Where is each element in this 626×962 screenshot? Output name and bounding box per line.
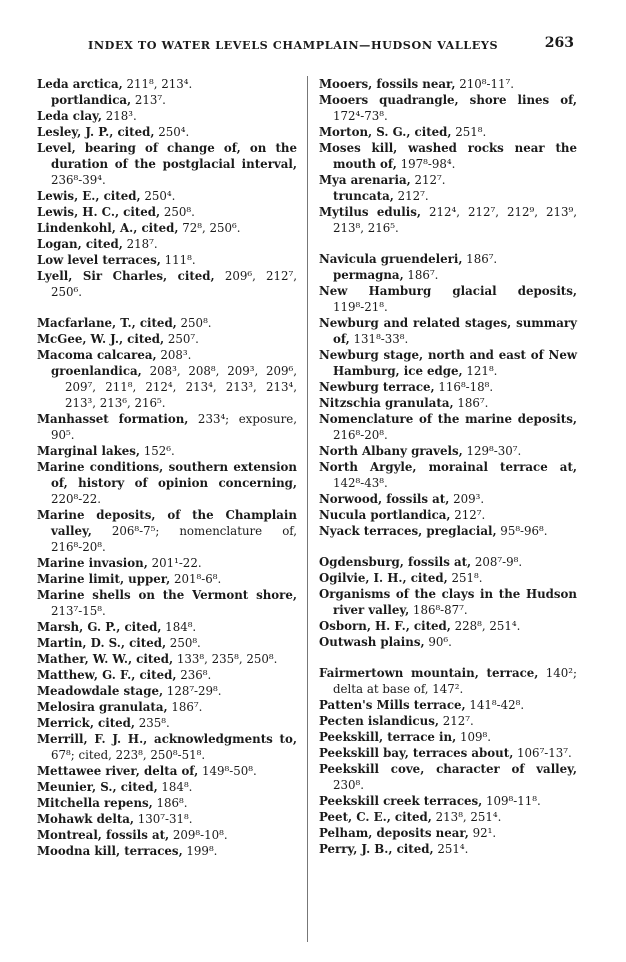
index-entry — [37, 268, 297, 300]
entry-references: 141⁸-42⁸. — [465, 698, 525, 712]
entry-references: 186⁷. — [167, 700, 203, 714]
entry-references: 233⁴; exposure, 90⁵. — [51, 412, 297, 442]
entry-heading: truncata, — [333, 189, 394, 203]
entry-references: 72⁸, 250⁶. — [178, 221, 241, 235]
entry-references: 152⁶. — [140, 444, 175, 458]
index-entry — [319, 697, 577, 713]
index-entry — [37, 315, 297, 331]
entry-references: 186⁷. — [453, 396, 489, 410]
entry-heading: Mytilus edulis, — [319, 205, 421, 219]
entry-references: 218⁷. — [122, 237, 158, 251]
entry-references: 201⁸-6⁸. — [170, 572, 222, 586]
entry-references: 140²; delta at base of, 147². — [333, 666, 577, 696]
entry-references: 197⁸-98⁴. — [396, 157, 456, 171]
entry-heading: Navicula gruendeleri, — [319, 252, 463, 266]
entry-heading: Nitzschia granulata, — [319, 396, 454, 410]
entry-references: 109⁸-11⁸. — [482, 794, 541, 808]
entry-references: 206⁸-7⁵; nomenclature of, 216⁸-20⁸. — [51, 524, 297, 554]
entry-heading: McGee, W. J., cited, — [37, 332, 165, 346]
index-entry — [319, 793, 577, 809]
entry-heading: Ogdensburg, fossils at, — [319, 555, 472, 569]
entry-references: 230⁸. — [333, 778, 364, 792]
entry-references: 216⁸-20⁸. — [333, 428, 388, 442]
entry-heading: Moodna kill, terraces, — [37, 844, 183, 858]
entry-heading: Low level terraces, — [37, 253, 161, 267]
entry-heading: New Hamburg glacial deposits, — [319, 284, 577, 298]
entry-references: 251⁸. — [447, 571, 483, 585]
entry-references: 250⁷. — [164, 332, 199, 346]
entry-heading: Organisms of the clays in the Hudson river valley, — [319, 587, 577, 617]
entry-references: 106⁷-13⁷. — [513, 746, 572, 760]
index-entry — [319, 745, 577, 761]
entry-heading: North Argyle, morainal terrace at, — [319, 460, 577, 474]
entry-heading: Macoma calcarea, — [37, 348, 157, 362]
index-entry — [319, 251, 577, 267]
index-entry — [37, 220, 297, 236]
entry-heading: permagna, — [333, 268, 404, 282]
entry-heading: Moses kill, washed rocks near the mouth of, — [319, 141, 577, 171]
entry-references: 172⁴-73⁸. — [333, 109, 388, 123]
entry-heading: North Albany gravels, — [319, 444, 463, 458]
index-entry — [37, 587, 297, 619]
entry-heading: Meunier, S., cited, — [37, 780, 158, 794]
entry-heading: Marine conditions, southern extension of, history of opinion concerning, — [37, 460, 297, 490]
index-entry — [37, 443, 297, 459]
index-entry — [37, 411, 297, 443]
index-entry — [37, 331, 297, 347]
index-entry — [319, 124, 577, 140]
index-entry — [319, 459, 577, 491]
entry-references: 95⁸-96⁸. — [496, 524, 548, 538]
letter-section-gap — [37, 300, 297, 315]
entry-references: 131⁸-33⁸. — [349, 332, 409, 346]
index-entry — [37, 140, 297, 188]
index-entry — [37, 683, 297, 699]
column-divider — [307, 76, 308, 942]
entry-references: 199⁸. — [182, 844, 218, 858]
letter-section-gap — [319, 539, 577, 554]
entry-references: 250⁸. — [166, 636, 201, 650]
index-subentry — [319, 188, 577, 204]
index-entry — [37, 108, 297, 124]
page-number: 263 — [544, 35, 574, 51]
entry-references: 109⁸. — [456, 730, 491, 744]
index-entry — [37, 795, 297, 811]
entry-references: 236⁸. — [176, 668, 212, 682]
entry-references: 212⁷. — [410, 173, 446, 187]
entry-references: 149⁸-50⁸. — [198, 764, 257, 778]
entry-references: 142⁸-43⁸. — [333, 476, 388, 490]
entry-heading: Patten's Mills terrace, — [319, 698, 466, 712]
index-entry — [319, 411, 577, 443]
index-entry — [37, 843, 297, 859]
entry-references: 186⁷. — [403, 268, 439, 282]
entry-references: 209⁶, 212⁷, 250⁶. — [51, 269, 297, 299]
entry-heading: Outwash plains, — [319, 635, 425, 649]
entry-heading: Marginal lakes, — [37, 444, 141, 458]
entry-references: 250⁴. — [140, 189, 176, 203]
entry-heading: Matthew, G. F., cited, — [37, 668, 177, 682]
entry-heading: Peekskill creek terraces, — [319, 794, 483, 808]
entry-references: 251⁴. — [433, 842, 469, 856]
entry-heading: Nyack terraces, preglacial, — [319, 524, 497, 538]
entry-heading: Marine shells on the Vermont shore, — [37, 588, 297, 602]
index-entry — [37, 204, 297, 220]
entry-references: 90⁶. — [424, 635, 452, 649]
entry-references: 213⁷. — [131, 93, 166, 107]
running-header — [88, 36, 574, 54]
entry-heading: Martin, D. S., cited, — [37, 636, 167, 650]
entry-heading: Nucula portlandica, — [319, 508, 451, 522]
index-entry — [37, 252, 297, 268]
entry-references: 211⁸, 213⁴. — [122, 77, 193, 91]
entry-heading: Peekskill, terrace in, — [319, 730, 457, 744]
entry-references: 251⁸. — [451, 125, 487, 139]
entry-heading: Lewis, E., cited, — [37, 189, 141, 203]
entry-heading: Morton, S. G., cited, — [319, 125, 452, 139]
index-entry — [37, 811, 297, 827]
index-entry — [37, 635, 297, 651]
entry-heading: Melosira granulata, — [37, 700, 168, 714]
index-entry — [319, 618, 577, 634]
index-entry — [319, 554, 577, 570]
entry-heading: Merrill, F. J. H., acknowledgments to, — [37, 732, 297, 746]
index-subentry — [319, 267, 577, 283]
entry-heading: Leda arctica, — [37, 77, 123, 91]
entry-heading: Peet, C. E., cited, — [319, 810, 432, 824]
entry-heading: Marine deposits, of the Champlain valley, — [37, 508, 297, 538]
index-subentry — [37, 92, 297, 108]
entry-references: 116⁸-18⁸. — [434, 380, 494, 394]
index-entry — [319, 841, 577, 857]
entry-heading: Mettawee river, delta of, — [37, 764, 199, 778]
index-entry — [319, 713, 577, 729]
entry-heading: Newburg terrace, — [319, 380, 435, 394]
entry-heading: Osborn, H. F., cited, — [319, 619, 451, 633]
index-entry — [37, 731, 297, 763]
entry-references: 184⁸. — [157, 780, 193, 794]
entry-references: 212⁷. — [438, 714, 474, 728]
entry-references: 119⁸-21⁸. — [333, 300, 388, 314]
entry-references: 208³, 208⁸, 209³, 209⁶, 209⁷, 211⁸, 212⁴, 213⁴, 213³, 213⁴, 213³, 213⁶, 216⁵. — [65, 364, 297, 410]
index-entry — [319, 586, 577, 618]
entry-references: 218³. — [101, 109, 137, 123]
index-entry — [37, 507, 297, 555]
entry-heading: Manhasset formation, — [37, 412, 189, 426]
entry-heading: Perry, J. B., cited, — [319, 842, 434, 856]
index-entry — [319, 809, 577, 825]
entry-heading: Meadowdale stage, — [37, 684, 164, 698]
index-entry — [37, 459, 297, 507]
entry-references: 250⁸. — [176, 316, 212, 330]
index-entry — [319, 665, 577, 697]
index-entry — [319, 76, 577, 92]
entry-heading: Lindenkohl, A., cited, — [37, 221, 179, 235]
entry-references: 130⁷-31⁸. — [134, 812, 193, 826]
running-title: INDEX TO WATER LEVELS CHAMPLAIN—HUDSON VALLEYS — [88, 38, 499, 52]
entry-references: 186⁸-87⁷. — [409, 603, 468, 617]
entry-heading: Newburg stage, north and east of New Hamburg, ice edge, — [319, 348, 577, 378]
entry-references: 111⁸. — [160, 253, 196, 267]
entry-references: 235⁸. — [135, 716, 170, 730]
index-subentry — [37, 363, 297, 411]
entry-heading: Pelham, deposits near, — [319, 826, 469, 840]
entry-references: 186⁸. — [152, 796, 188, 810]
index-entry — [319, 92, 577, 124]
index-entry — [37, 188, 297, 204]
entry-references: 209³. — [449, 492, 485, 506]
entry-references: 186⁷. — [462, 252, 498, 266]
index-entry — [319, 570, 577, 586]
entry-references: 210⁸-11⁷. — [455, 77, 514, 91]
entry-references: 236⁸-39⁴. — [51, 173, 106, 187]
entry-references: 228⁸, 251⁴. — [450, 619, 521, 633]
entry-heading: Peekskill bay, terraces about, — [319, 746, 514, 760]
index-column-left — [37, 76, 297, 859]
index-entry — [37, 124, 297, 140]
index-entry — [37, 779, 297, 795]
entry-heading: Lyell, Sir Charles, cited, — [37, 269, 215, 283]
entry-heading: portlandica, — [51, 93, 132, 107]
index-entry — [319, 761, 577, 793]
entry-heading: Marine limit, upper, — [37, 572, 171, 586]
index-entry — [37, 236, 297, 252]
entry-references: 250⁸. — [160, 205, 195, 219]
index-entry — [319, 523, 577, 539]
index-entry — [319, 379, 577, 395]
index-entry — [37, 699, 297, 715]
index-entry — [319, 443, 577, 459]
entry-references: 208³. — [156, 348, 192, 362]
index-entry — [37, 763, 297, 779]
index-entry — [37, 651, 297, 667]
entry-heading: Mather, W. W., cited, — [37, 652, 174, 666]
index-entry — [37, 347, 297, 363]
entry-heading: Leda clay, — [37, 109, 102, 123]
index-entry — [37, 76, 297, 92]
entry-references: 212⁷. — [393, 189, 429, 203]
entry-references: 212⁷. — [450, 508, 486, 522]
entry-references: 121⁸. — [462, 364, 498, 378]
entry-heading: Montreal, fossils at, — [37, 828, 170, 842]
entry-heading: Fairmertown mountain, terrace, — [319, 666, 539, 680]
index-entry — [37, 667, 297, 683]
index-entry — [319, 283, 577, 315]
entry-heading: Norwood, fossils at, — [319, 492, 450, 506]
letter-section-gap — [319, 650, 577, 665]
index-entry — [319, 395, 577, 411]
entry-heading: Macfarlane, T., cited, — [37, 316, 177, 330]
entry-references: 213⁷-15⁸. — [51, 604, 106, 618]
entry-heading: Nomenclature of the marine deposits, — [319, 412, 577, 426]
entry-heading: Peekskill cove, character of valley, — [319, 762, 577, 776]
entry-references: 184⁸. — [161, 620, 197, 634]
index-entry — [319, 140, 577, 172]
entry-heading: Pecten islandicus, — [319, 714, 439, 728]
entry-references: 128⁷-29⁸. — [163, 684, 222, 698]
index-entry — [319, 491, 577, 507]
entry-references: 201¹-22. — [147, 556, 202, 570]
index-entry — [37, 555, 297, 571]
entry-heading: groenlandica, — [51, 364, 142, 378]
entry-heading: Newburg and related stages, summary of, — [319, 316, 577, 346]
entry-heading: Marine invasion, — [37, 556, 148, 570]
entry-references: 67⁸; cited, 223⁸, 250⁸-51⁸. — [51, 748, 206, 762]
entry-heading: Lewis, H. C., cited, — [37, 205, 161, 219]
entry-heading: Mooers quadrangle, shore lines of, — [319, 93, 577, 107]
entry-heading: Mooers, fossils near, — [319, 77, 456, 91]
entry-references: 212⁴, 212⁷, 212⁹, 213⁹, 213⁸, 216⁵. — [333, 205, 578, 235]
index-entry — [37, 715, 297, 731]
index-entry — [319, 315, 577, 347]
entry-heading: Merrick, cited, — [37, 716, 136, 730]
index-entry — [319, 634, 577, 650]
entry-references: 209⁸-10⁸. — [169, 828, 228, 842]
index-column-right — [319, 76, 577, 857]
entry-heading: Marsh, G. P., cited, — [37, 620, 162, 634]
index-entry — [319, 172, 577, 188]
entry-references: 220⁸-22. — [51, 492, 101, 506]
entry-heading: Mya arenaria, — [319, 173, 411, 187]
entry-heading: Logan, cited, — [37, 237, 123, 251]
index-entry — [37, 619, 297, 635]
entry-heading: Level, bearing of change of, on the duration of the postglacial interval, — [37, 141, 297, 171]
entry-references: 213⁸, 251⁴. — [431, 810, 502, 824]
index-entry — [319, 347, 577, 379]
index-entry — [37, 571, 297, 587]
index-entry — [319, 507, 577, 523]
entry-references: 129⁸-30⁷. — [462, 444, 522, 458]
entry-references: 133⁸, 235⁸, 250⁸. — [173, 652, 278, 666]
entry-heading: Mitchella repens, — [37, 796, 153, 810]
entry-references: 250⁴. — [154, 125, 190, 139]
index-entry — [319, 729, 577, 745]
index-entry — [319, 204, 577, 236]
entry-heading: Lesley, J. P., cited, — [37, 125, 155, 139]
index-entry — [319, 825, 577, 841]
entry-heading: Ogilvie, I. H., cited, — [319, 571, 448, 585]
letter-section-gap — [319, 236, 577, 251]
entry-references: 208⁷-9⁸. — [471, 555, 523, 569]
index-entry — [37, 827, 297, 843]
entry-heading: Mohawk delta, — [37, 812, 135, 826]
entry-references: 92¹. — [468, 826, 497, 840]
